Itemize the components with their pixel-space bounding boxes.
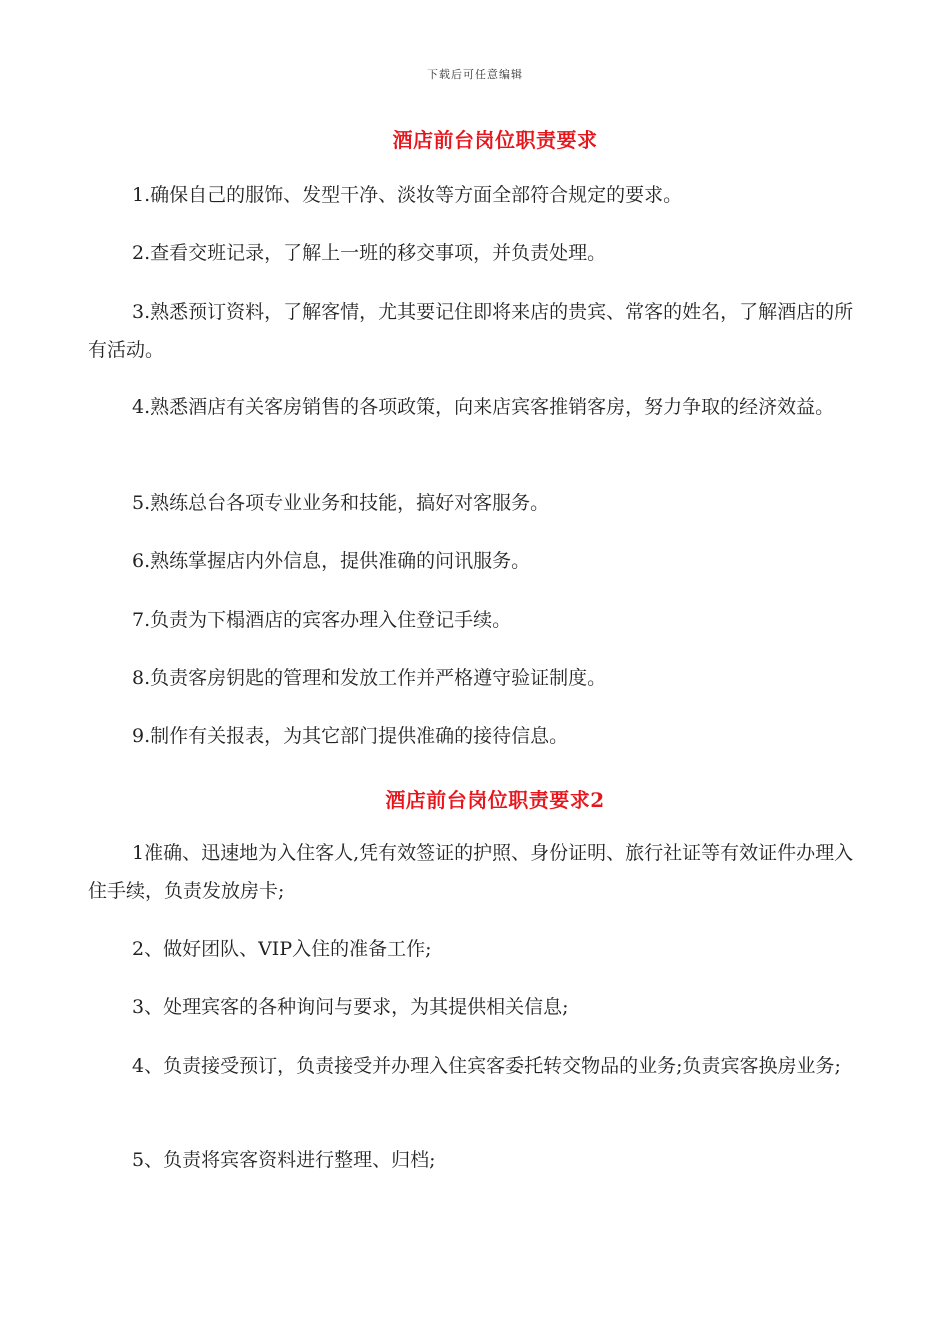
header-note: 下载后可任意编辑 bbox=[427, 68, 523, 81]
list-item: 4.熟悉酒店有关客房销售的各项政策，向来店宾客推销客房，努力争取的经济效益。 bbox=[132, 396, 835, 418]
list-item: 1.确保自己的服饰、发型干净、淡妆等方面全部符合规定的要求。 bbox=[132, 184, 683, 206]
list-item: 3.熟悉预订资料，了解客情，尤其要记住即将来店的贵宾、常客的姓名，了解酒店的所有活动。 bbox=[88, 301, 854, 361]
list-item: 4、负责接受预订，负责接受并办理入住宾客委托转交物品的业务;负责宾客换房业务; bbox=[132, 1055, 841, 1077]
list-item: 7.负责为下榻酒店的宾客办理入住登记手续。 bbox=[132, 609, 512, 631]
list-item: 8.负责客房钥匙的管理和发放工作并严格遵守验证制度。 bbox=[132, 667, 607, 689]
list-item: 3、处理宾客的各种询问与要求，为其提供相关信息; bbox=[132, 996, 569, 1018]
list-item: 5.熟练总台各项专业业务和技能，搞好对客服务。 bbox=[132, 492, 550, 514]
list-item: 9.制作有关报表，为其它部门提供准确的接待信息。 bbox=[132, 725, 569, 747]
section-title-1: 酒店前台岗位职责要求 bbox=[392, 128, 598, 152]
list-item: 1准确、迅速地为入住客人,凭有效签证的护照、身份证明、旅行社证等有效证件办理入住手续，负责发放房卡; bbox=[88, 842, 854, 902]
list-item: 2、做好团队、VIP入住的准备工作; bbox=[132, 938, 432, 960]
list-item: 2.查看交班记录，了解上一班的移交事项，并负责处理。 bbox=[132, 242, 607, 264]
list-item: 5、负责将宾客资料进行整理、归档; bbox=[132, 1149, 436, 1171]
list-item: 6.熟练掌握店内外信息，提供准确的问讯服务。 bbox=[132, 550, 531, 572]
section-title-2: 酒店前台岗位职责要求2 bbox=[385, 788, 605, 812]
